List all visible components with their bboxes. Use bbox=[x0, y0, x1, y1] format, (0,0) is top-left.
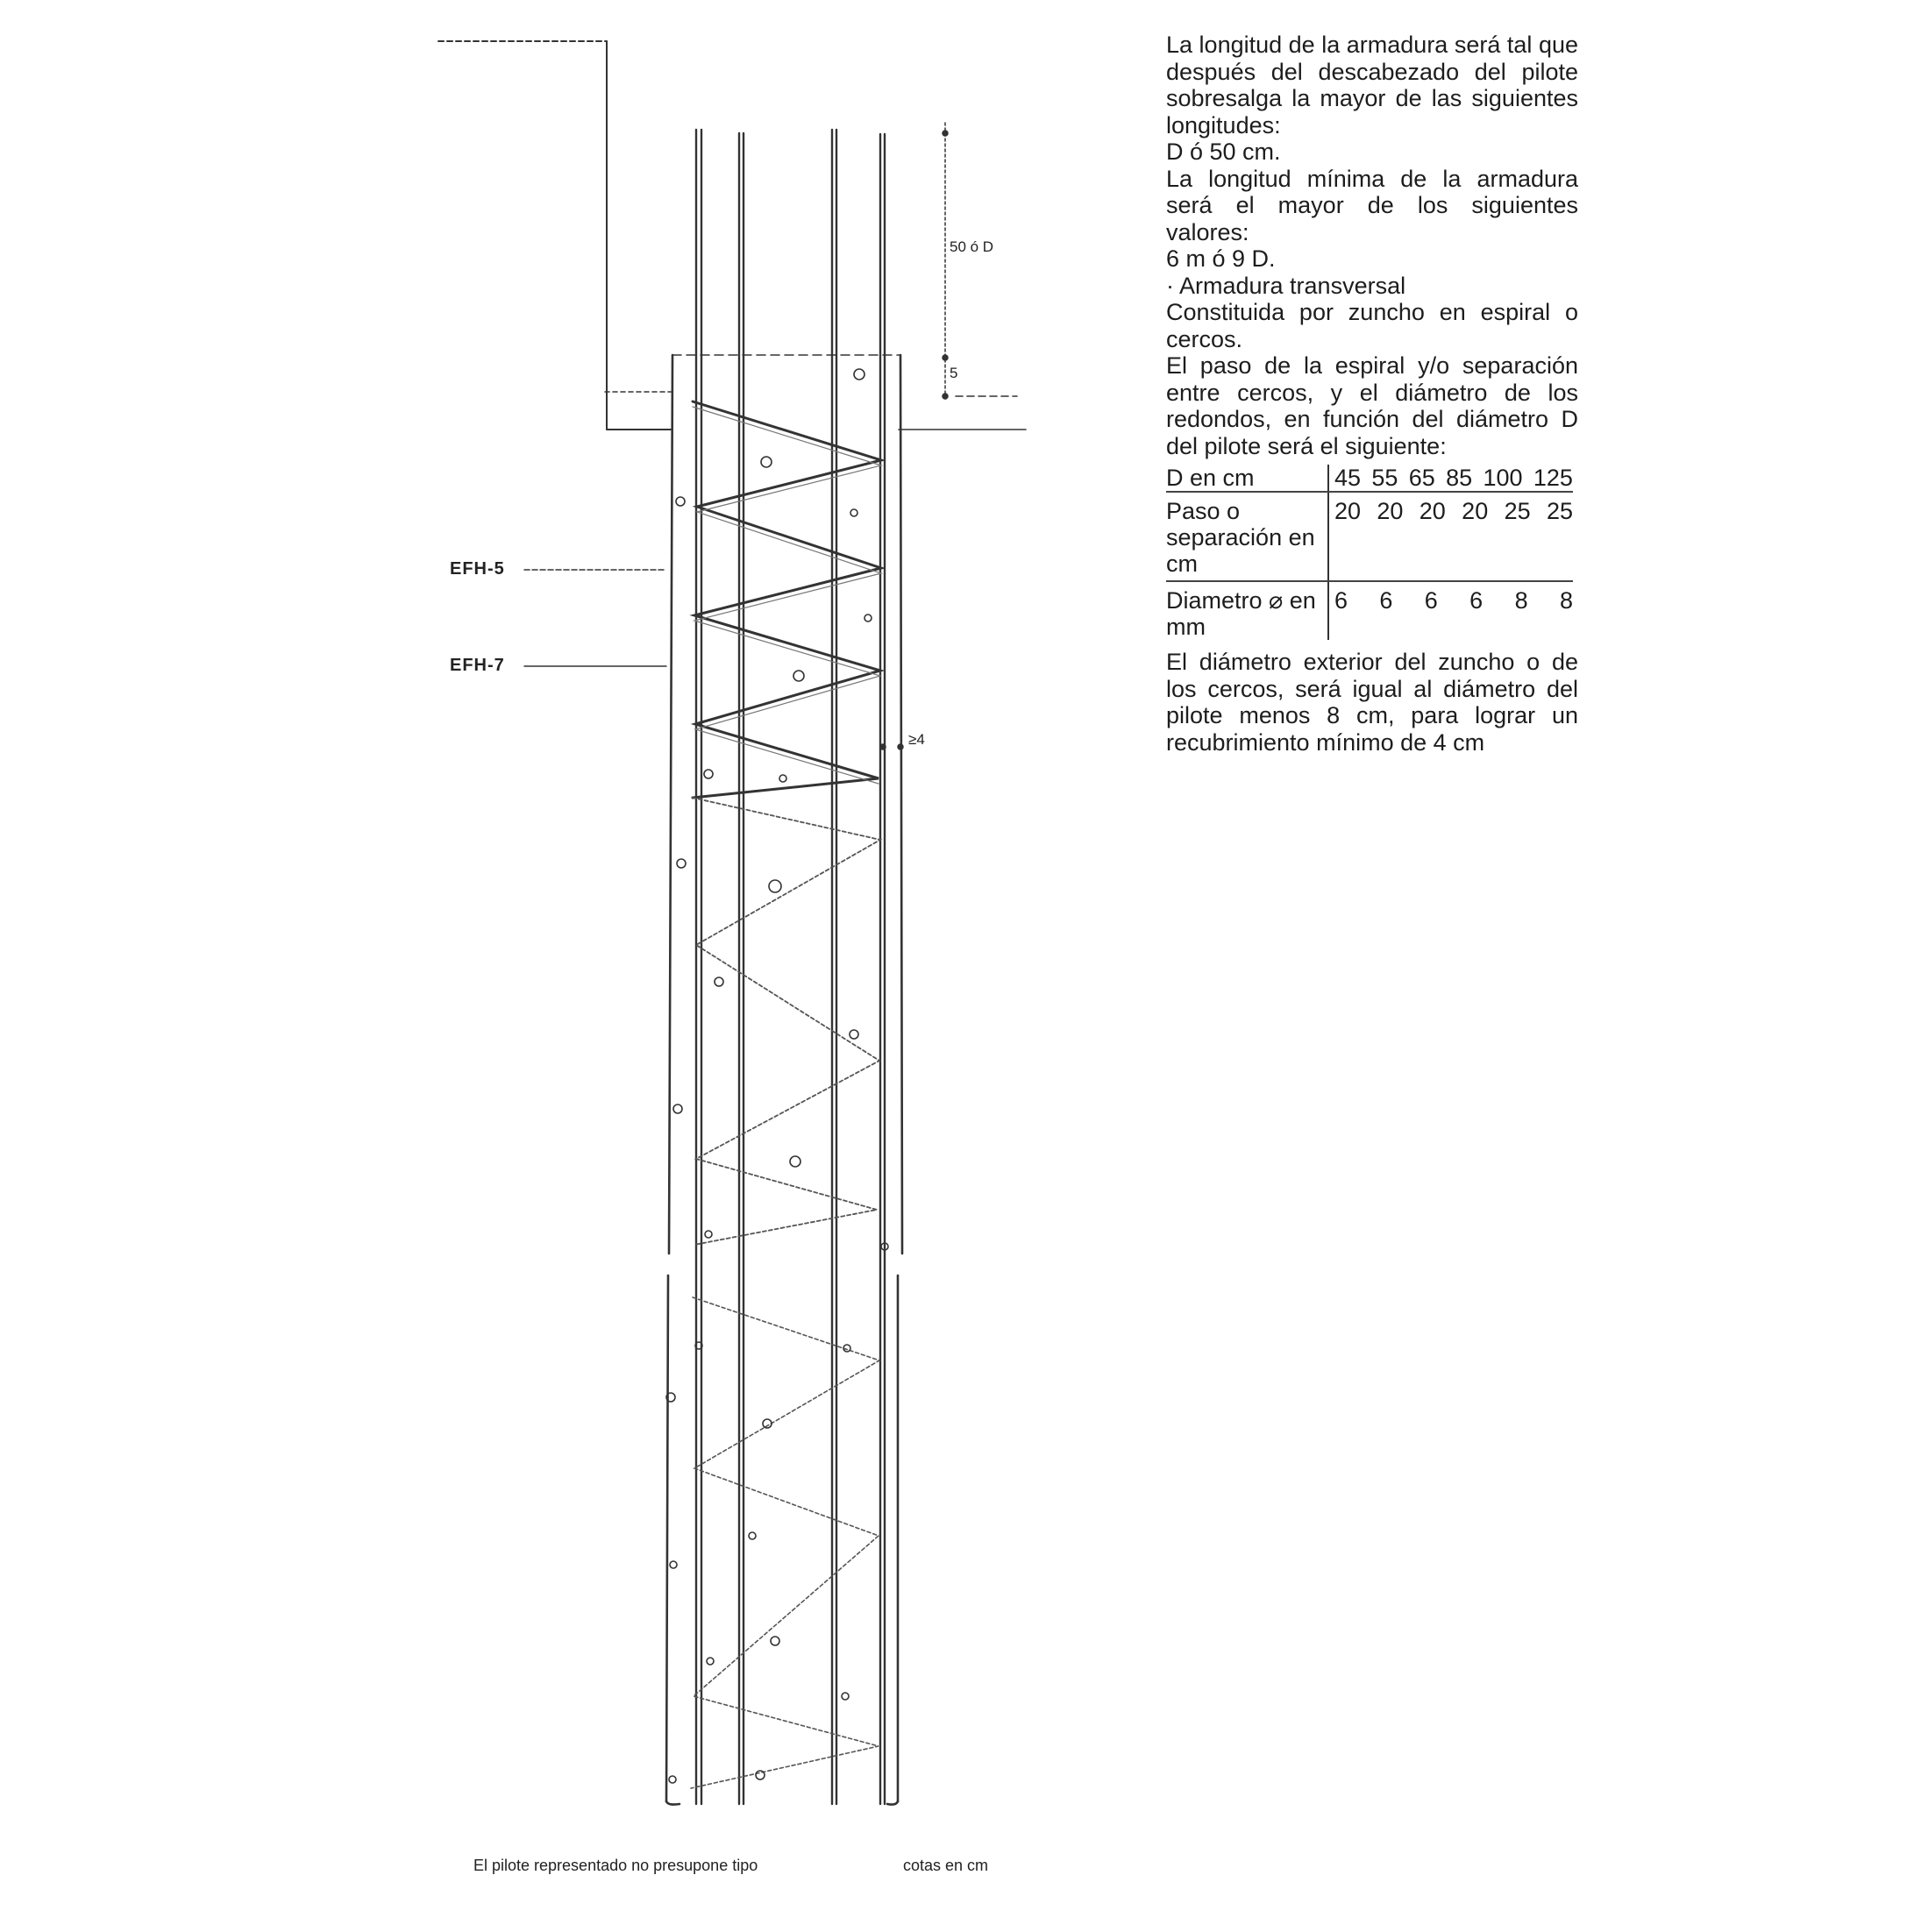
table-cell: 20 bbox=[1377, 498, 1404, 524]
label-efh-7: EFH-7 bbox=[450, 656, 505, 675]
spec-paragraph-2: La longitud mínima de la armadura será el mayor de los siguientes valores: bbox=[1166, 165, 1578, 245]
table-cell: 65 bbox=[1408, 465, 1435, 491]
spec-paragraph-5: El diámetro exterior del zuncho o de los cercos, será igual al diámetro del pilote menos 8 cm, para lograr un recubrimiento mínimo de 4 cm bbox=[1166, 649, 1578, 756]
spec-paragraph-1: La longitud de la armadura será tal que después del descabezado del pilote sobresalga la mayor de las siguientes longitudes: bbox=[1166, 32, 1578, 139]
table-row bbox=[1166, 465, 1573, 492]
spec-value-2: 6 m ó 9 D. bbox=[1166, 245, 1276, 272]
footer-note-left: El pilote representado no presupone tipo bbox=[473, 1857, 758, 1874]
table-cell: 6 bbox=[1379, 587, 1393, 614]
table-cell: 125 bbox=[1533, 465, 1573, 491]
table-cell: 20 bbox=[1334, 498, 1362, 524]
table-row-values bbox=[1334, 587, 1573, 614]
table-cell: 85 bbox=[1446, 465, 1473, 491]
spacing-table bbox=[1166, 465, 1573, 640]
label-efh-5: EFH-5 bbox=[450, 559, 505, 579]
spec-value-1: D ó 50 cm. bbox=[1166, 139, 1281, 165]
table-cell: 8 bbox=[1559, 587, 1573, 614]
table-cell: 6 bbox=[1424, 587, 1438, 614]
efh-leader-lines bbox=[524, 570, 666, 666]
spec-paragraph-3: Constituida por zuncho en espiral o cercos. bbox=[1166, 299, 1578, 352]
spiral-hoop-lower bbox=[691, 1297, 879, 1788]
table-row-label: Diametro ⌀ en mm bbox=[1166, 587, 1316, 640]
table-cell: 45 bbox=[1334, 465, 1362, 491]
spec-paragraph-4: El paso de la espiral y/o separación entre cercos, y el diámetro de los redondos, en función del diámetro D del pilote será el siguiente: bbox=[1166, 352, 1578, 459]
table-cell: 6 bbox=[1469, 587, 1484, 614]
table-cell: 100 bbox=[1483, 465, 1523, 491]
spiral-hoop-upper bbox=[693, 401, 881, 1245]
cutoff-level-lines bbox=[605, 392, 1026, 430]
table-cell: 25 bbox=[1546, 498, 1573, 524]
table-row-label: Paso o separación en cm bbox=[1166, 492, 1328, 581]
table-cell: 20 bbox=[1462, 498, 1489, 524]
leader-line-top bbox=[438, 41, 671, 430]
longitudinal-bars bbox=[696, 130, 885, 1804]
table-cell: 55 bbox=[1371, 465, 1398, 491]
table-row bbox=[1166, 492, 1573, 581]
table-row-label: D en cm bbox=[1166, 465, 1328, 492]
table-row-values bbox=[1334, 465, 1573, 491]
table-row-values bbox=[1334, 498, 1573, 524]
spec-heading-transversal: · Armadura transversal bbox=[1166, 272, 1406, 299]
dimension-label-5: 5 bbox=[950, 365, 958, 381]
dimension-label-50: 50 ó D bbox=[950, 238, 994, 255]
table-cell: 6 bbox=[1334, 587, 1348, 614]
table-cell: 8 bbox=[1514, 587, 1528, 614]
table-cell: 20 bbox=[1419, 498, 1446, 524]
footer-note-right: cotas en cm bbox=[903, 1857, 989, 1874]
dimension-line-50 bbox=[943, 123, 948, 400]
cover-dimension-marks bbox=[880, 744, 903, 749]
aggregate-marks bbox=[666, 369, 888, 1783]
dimension-label-cover: ≥4 bbox=[908, 731, 925, 748]
table-row bbox=[1166, 581, 1573, 640]
specification-text bbox=[1166, 32, 1578, 756]
table-cell: 25 bbox=[1504, 498, 1531, 524]
